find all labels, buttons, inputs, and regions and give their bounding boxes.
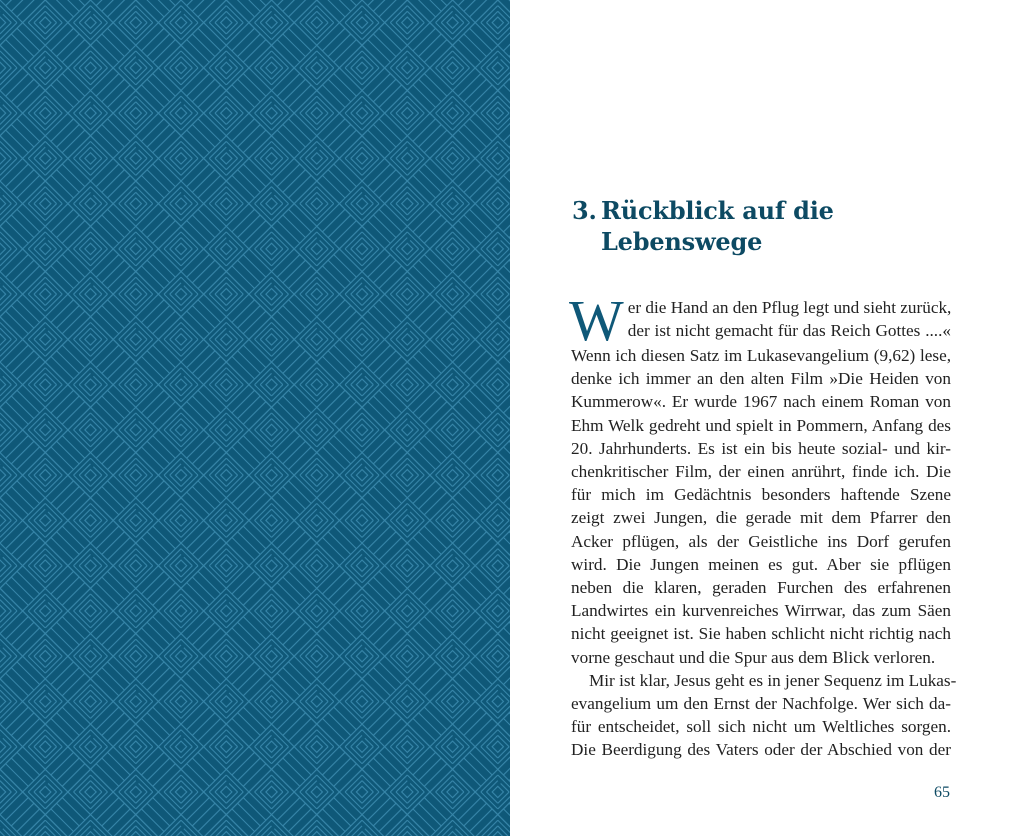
text-line: Wenn ich diesen Satz im Lukasevangelium (9,62) lese, — [571, 346, 951, 365]
text-line: vorne geschaut und die Spur aus dem Blick verloren. — [571, 647, 936, 667]
text-line: für mich im Gedächtnis besonders haftende Szene — [571, 485, 951, 505]
paragraph-1 — [569, 288, 952, 669]
text-line: Mir ist klar, Jesus geht es in jener Sequenz im Lukas- — [589, 670, 957, 690]
body-text — [569, 288, 957, 762]
text-line: Landwirtes ein kurvenreiches Wirrwar, das zum Säen — [571, 601, 951, 621]
text-line: zeigt zwei Jungen, die gerade mit dem Pfarrer den — [571, 508, 951, 528]
text-line: Die Beerdigung des Vaters oder der Abschied von der — [571, 740, 951, 760]
text-line: der ist nicht gemacht für das Reich Gottes ....« — [627, 321, 951, 341]
text-line: Acker pflügen, als der Geistliche ins Dorf gerufen — [571, 531, 951, 551]
paragraph-2 — [571, 669, 957, 762]
text-line: er die Hand an den Pflug legt und sieht zurück, — [627, 298, 952, 317]
page-number: 65 — [934, 784, 950, 801]
chapter-title-line2: Lebenswege — [601, 227, 763, 256]
text-line: 20. Jahrhunderts. Es ist ein bis heute sozial- und kir- — [571, 438, 951, 458]
text-line: wird. Die Jungen meinen es gut. Aber sie pflügen — [571, 554, 951, 574]
text-line: denke ich immer an den alten Film »Die Heiden von — [571, 369, 951, 389]
text-line: chenkritischer Film, der einen anrührt, finde ich. Die — [571, 462, 951, 482]
text-line: evangelium um den Ernst der Nachfolge. Wer sich da- — [571, 694, 951, 714]
text-line: nicht geeignet ist. Sie haben schlicht nicht richtig nach — [571, 624, 951, 644]
right-page — [510, 0, 1020, 836]
text-line: neben die klaren, geraden Furchen des erfahrenen — [571, 578, 951, 598]
text-line: Kummerow«. Er wurde 1967 nach einem Roman von — [571, 392, 951, 412]
chapter-number: 3. — [572, 196, 597, 225]
chapter-title-line1: Rückblick auf die — [601, 196, 834, 225]
text-line: Ehm Welk gedreht und spielt in Pommern, Anfang des — [571, 415, 951, 435]
drop-cap: W — [569, 288, 624, 353]
chapter-title — [572, 195, 834, 257]
text-line: für entscheidet, soll sich nicht um Weltliches sorgen. — [571, 717, 951, 737]
